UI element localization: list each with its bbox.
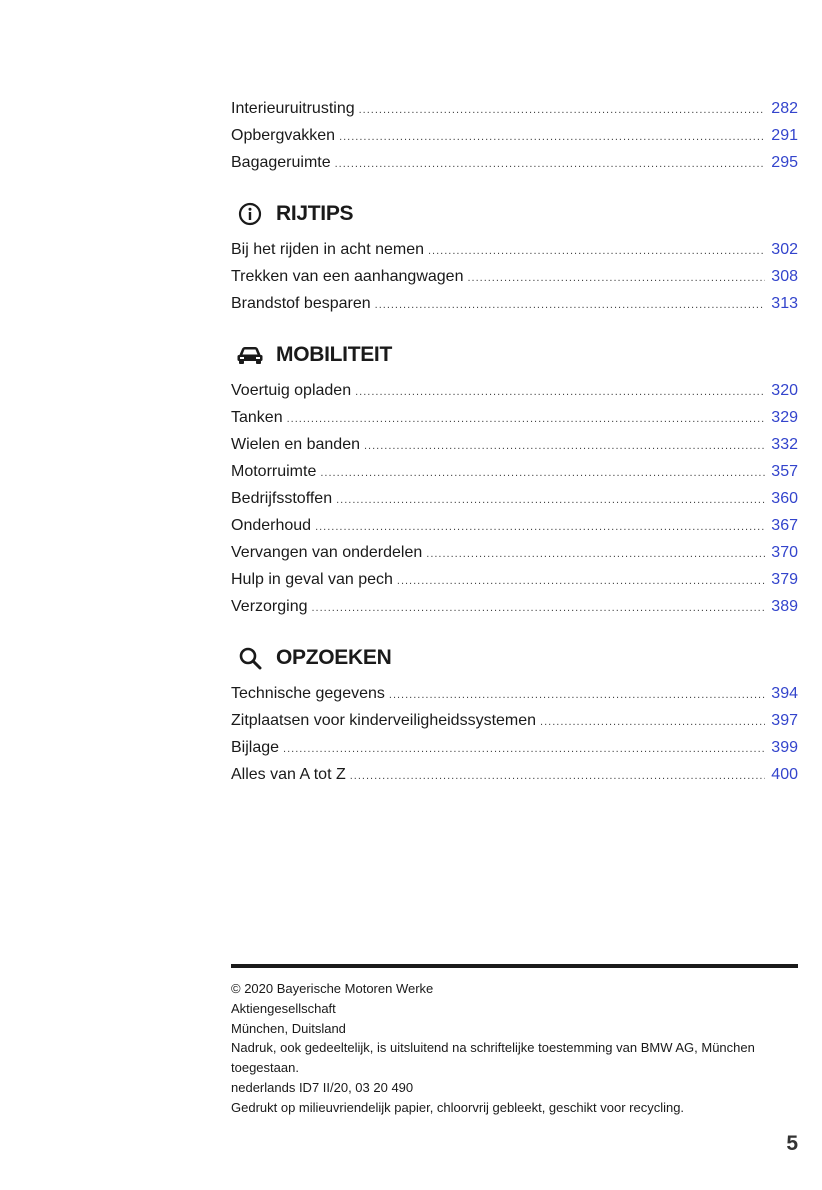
toc-entry-page-link[interactable]: 313	[771, 295, 798, 312]
toc-entry[interactable]	[231, 95, 798, 122]
toc-entry[interactable]	[231, 263, 798, 290]
toc-entry-page-link[interactable]: 282	[771, 100, 798, 117]
table-of-contents	[231, 95, 798, 788]
toc-entry-page-link[interactable]: 379	[771, 571, 798, 588]
toc-entry[interactable]	[231, 593, 798, 620]
dot-leader	[426, 541, 765, 568]
toc-entry-page-link[interactable]: 302	[771, 241, 798, 258]
info-icon	[234, 201, 266, 227]
toc-entry-title: Bedrijfsstoffen	[231, 490, 333, 507]
toc-entry-page-link[interactable]: 320	[771, 382, 798, 399]
dot-leader	[350, 763, 766, 790]
dot-leader	[335, 151, 766, 178]
toc-entry-page-link[interactable]: 370	[771, 544, 798, 561]
toc-entry[interactable]	[231, 680, 798, 707]
toc-entry-title: Alles van A tot Z	[231, 766, 346, 783]
section-heading-rijtips	[231, 198, 798, 230]
toc-intro-entries	[231, 95, 798, 176]
toc-entry[interactable]	[231, 707, 798, 734]
imprint-line: Gedrukt op milieuvriendelijk papier, chloorvrij gebleekt, geschikt voor recycling.	[231, 1099, 685, 1115]
toc-entry-title: Wielen en banden	[231, 436, 360, 453]
imprint-line: Aktiengesellschaft	[231, 1000, 336, 1016]
toc-entry[interactable]	[231, 512, 798, 539]
dot-leader	[375, 292, 766, 319]
dot-leader	[336, 487, 765, 514]
toc-entry[interactable]	[231, 431, 798, 458]
dot-leader	[467, 265, 765, 292]
toc-entry[interactable]	[231, 485, 798, 512]
toc-entry-page-link[interactable]: 295	[771, 154, 798, 171]
dot-leader	[287, 406, 766, 433]
toc-entry-title: Vervangen van onderdelen	[231, 544, 423, 561]
toc-entry[interactable]	[231, 236, 798, 263]
search-icon	[234, 645, 266, 671]
section-heading-opzoeken	[231, 642, 798, 674]
toc-entry[interactable]	[231, 458, 798, 485]
toc-entry-page-link[interactable]: 308	[771, 268, 798, 285]
dot-leader	[355, 379, 765, 406]
section-title: RIJTIPS	[276, 202, 354, 225]
toc-entry-page-link[interactable]: 360	[771, 490, 798, 507]
imprint-line: © 2020 Bayerische Motoren Werke	[231, 981, 434, 996]
toc-entry-title: Tanken	[231, 409, 283, 426]
dot-leader	[320, 460, 765, 487]
toc-entry-title: Bij het rijden in acht nemen	[231, 241, 424, 258]
dot-leader	[389, 682, 765, 709]
dot-leader	[312, 595, 766, 622]
toc-entry-page-link[interactable]: 389	[771, 598, 798, 615]
toc-entry-page-link[interactable]: 397	[771, 712, 798, 729]
imprint-line: München, Duitsland	[231, 1020, 346, 1036]
toc-entry-title: Interieuruitrusting	[231, 100, 355, 117]
toc-entry-page-link[interactable]: 399	[771, 739, 798, 756]
toc-entry-page-link[interactable]: 329	[771, 409, 798, 426]
toc-entry-page-link[interactable]: 367	[771, 517, 798, 534]
toc-entry[interactable]	[231, 566, 798, 593]
toc-entry-page-link[interactable]: 332	[771, 436, 798, 453]
section-title: MOBILITEIT	[276, 343, 392, 366]
dot-leader	[315, 514, 765, 541]
toc-entry-title: Bagageruimte	[231, 154, 331, 171]
toc-entry[interactable]	[231, 404, 798, 431]
dot-leader	[339, 124, 765, 151]
dot-leader	[428, 238, 765, 265]
toc-entry-title: Bijlage	[231, 739, 280, 756]
section-heading-mobiliteit	[231, 339, 798, 371]
footer-divider	[231, 964, 798, 968]
toc-entry-title: Opbergvakken	[231, 127, 336, 144]
imprint-footer	[231, 979, 798, 1118]
dot-leader	[283, 736, 765, 763]
toc-entry[interactable]	[231, 122, 798, 149]
toc-entry-page-link[interactable]: 291	[771, 127, 798, 144]
car-icon	[234, 342, 266, 368]
imprint-line: toegestaan.	[231, 1060, 299, 1076]
toc-entry-title: Technische gegevens	[231, 685, 385, 702]
section-title: OPZOEKEN	[276, 646, 392, 669]
toc-entry[interactable]	[231, 149, 798, 176]
toc-entry[interactable]	[231, 290, 798, 317]
imprint-line: Nadruk, ook gedeeltelijk, is uitsluitend na schriftelijke toestemming van BMW AG, München	[231, 1040, 755, 1056]
toc-entry-page-link[interactable]: 357	[771, 463, 798, 480]
dot-leader	[540, 709, 765, 736]
toc-entry[interactable]	[231, 377, 798, 404]
toc-entry-page-link[interactable]: 394	[771, 685, 798, 702]
toc-entry-title: Voertuig opladen	[231, 382, 352, 399]
toc-entry-title: Hulp in geval van pech	[231, 571, 393, 588]
toc-entry[interactable]	[231, 734, 798, 761]
toc-entry-title: Trekken van een aanhangwagen	[231, 268, 464, 285]
toc-entry-title: Motorruimte	[231, 463, 317, 480]
toc-entry[interactable]	[231, 539, 798, 566]
dot-leader	[359, 97, 766, 124]
toc-entry-title: Onderhoud	[231, 517, 312, 534]
imprint-line: nederlands ID7 II/20, 03 20 490	[231, 1079, 414, 1095]
toc-entry-page-link[interactable]: 400	[771, 766, 798, 783]
dot-leader	[397, 568, 765, 595]
page-number: 5	[786, 1132, 798, 1155]
toc-entry-title: Zitplaatsen voor kinderveiligheidssystemen	[231, 712, 537, 729]
toc-entry-title: Brandstof besparen	[231, 295, 371, 312]
toc-entry-title: Verzorging	[231, 598, 308, 615]
toc-entry[interactable]	[231, 761, 798, 788]
dot-leader	[364, 433, 765, 460]
